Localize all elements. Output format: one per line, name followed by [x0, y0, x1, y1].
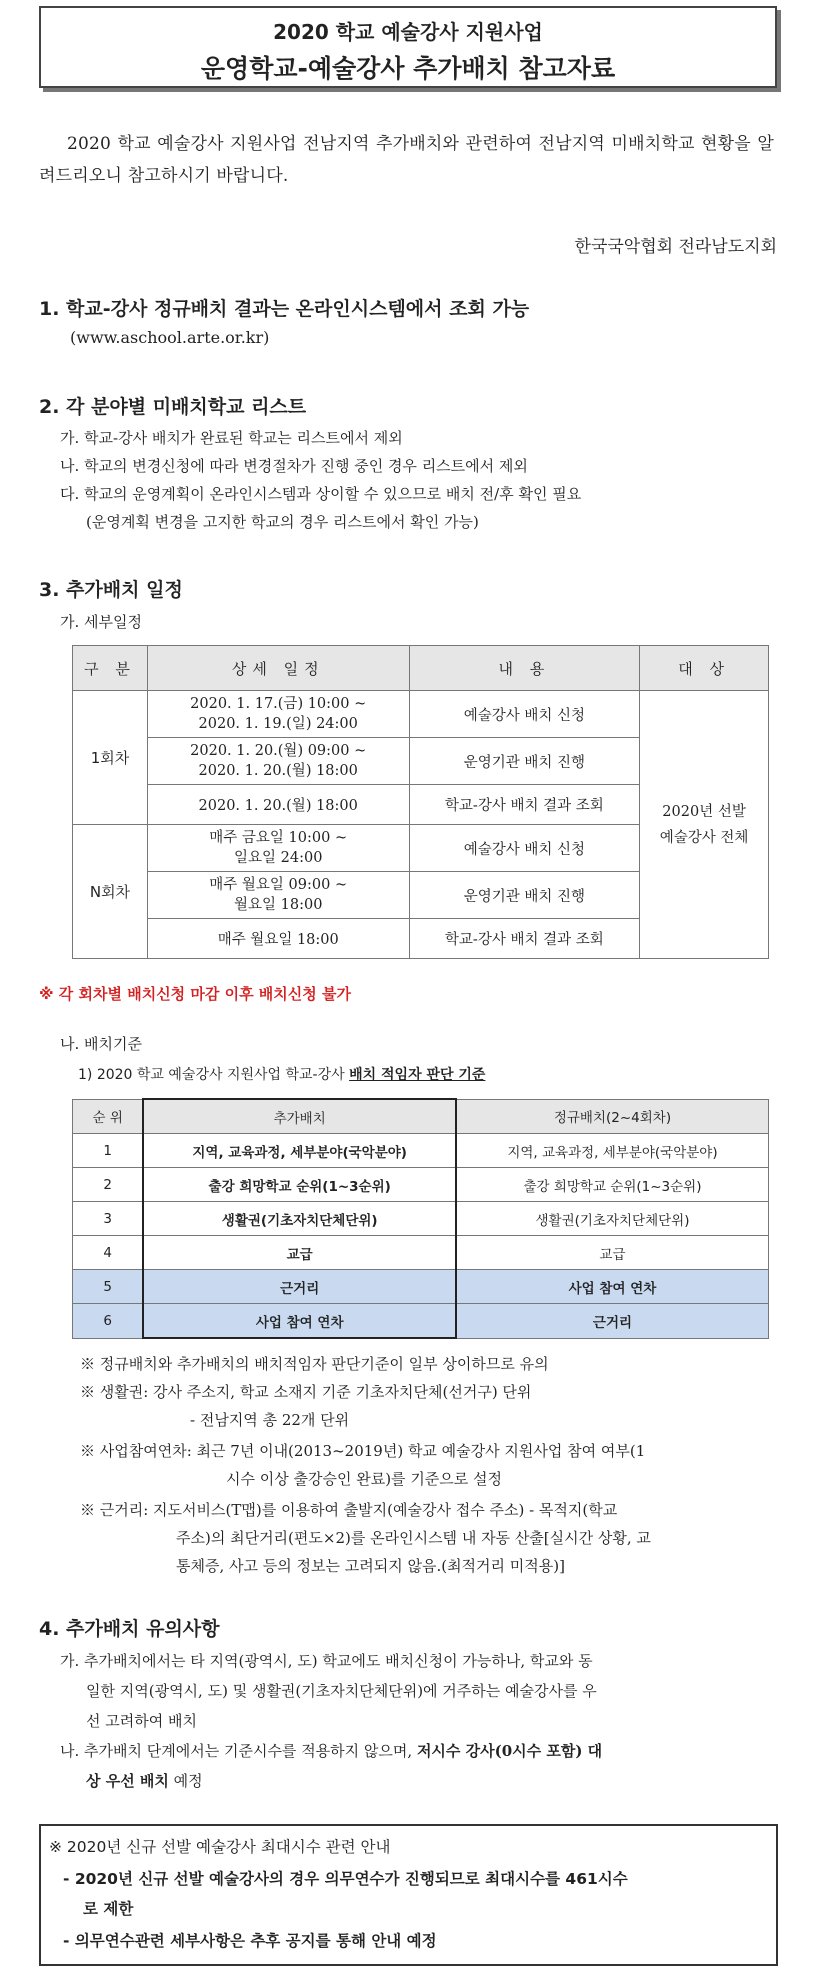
criteria-add: 지역, 교육과정, 세부분야(국악분야)	[143, 1134, 456, 1168]
criteria-add: 교급	[143, 1236, 456, 1270]
section4-line-b-text: 나. 추가배치 단계에서는 기준시수를 적용하지 않으며,	[60, 1742, 417, 1760]
schedule-date-line: 일요일 24:00	[234, 850, 323, 866]
schedule-date	[147, 825, 409, 872]
target-line1: 2020년 선발	[662, 803, 746, 820]
org-name: 한국국악협회 전라남도지회	[574, 237, 777, 257]
note-3: ※ 사업참여연차: 최근 7년 이내(2013~2019년) 학교 예술강사 지원사업 참여 여부(1	[80, 1442, 646, 1460]
intro	[39, 128, 774, 192]
criteria-rank: 2	[73, 1168, 144, 1202]
criteria-add: 근거리	[143, 1270, 456, 1304]
criteria-title-prefix: 1) 2020 학교 예술강사 지원사업 학교-강사	[78, 1067, 350, 1083]
title-line2: 운영학교-예술강사 추가배치 참고자료	[200, 54, 616, 83]
schedule-date: 매주 월요일 18:00	[147, 919, 409, 959]
criteria-rank: 6	[73, 1304, 144, 1339]
criteria-add: 출강 희망학교 순위(1~3순위)	[143, 1168, 456, 1202]
section2-item-c-note: (운영계획 변경을 고지한 학교의 경우 리스트에서 확인 가능)	[86, 513, 479, 531]
section4-line-b2	[86, 1767, 203, 1795]
section2-item-b: 나. 학교의 변경신청에 따라 변경절차가 진행 중인 경우 리스트에서 제외	[60, 457, 528, 475]
schedule-date-line: 월요일 18:00	[234, 897, 323, 913]
schedule-date	[147, 872, 409, 919]
section4-line: 가. 추가배치에서는 타 지역(광역시, 도) 학교에도 배치신청이 가능하나, 학교와 동	[60, 1652, 593, 1670]
criteria-row	[73, 1236, 769, 1270]
criteria-rank: 5	[73, 1270, 144, 1304]
schedule-date-line: 매주 월요일 09:00 ~	[209, 877, 348, 893]
note-4-cont: 주소)의 최단거리(편도×2)를 온라인시스템 내 자동 산출[실시간 상황, 교	[176, 1529, 651, 1547]
target-line2: 예술강사 전체	[659, 829, 749, 846]
notice-box	[39, 1824, 778, 1966]
note-4: ※ 근거리: 지도서비스(T맵)를 이용하여 출발지(예술강사 접수 주소) - 목적지(학교	[80, 1501, 618, 1519]
schedule-date-line: 2020. 1. 20.(월) 18:00	[198, 763, 358, 779]
deadline-warning: ※ 각 회차별 배치신청 마감 이후 배치신청 불가	[39, 985, 351, 1003]
schedule-table	[72, 645, 769, 959]
section4-line-b	[60, 1737, 602, 1765]
criteria-rank: 4	[73, 1236, 144, 1270]
note-4-cont2: 통체증, 사고 등의 정보는 고려되지 않음.(최적거리 미적용)]	[176, 1557, 565, 1575]
criteria-reg: 근거리	[456, 1304, 769, 1339]
criteria-table	[72, 1098, 769, 1339]
title-box	[39, 6, 777, 88]
note-2: ※ 생활권: 강사 주소지, 학교 소재지 기준 기초자치단체(선거구) 단위	[80, 1383, 532, 1401]
section2-item-c: 다. 학교의 운영계획이 온라인시스템과 상이할 수 있으므로 배치 전/후 확인 필요	[60, 485, 582, 503]
notice-line1: - 2020년 신규 선발 예술강사의 경우 의무연수가 진행되므로 최대시수를 461시수	[63, 1870, 628, 1888]
criteria-header: 순 위	[73, 1099, 144, 1134]
round-n: N회차	[73, 825, 148, 959]
schedule-content: 학교-강사 배치 결과 조회	[409, 785, 640, 825]
criteria-header: 추가배치	[143, 1099, 456, 1134]
section3-sub-b: 나. 배치기준	[60, 1035, 142, 1053]
schedule-header: 내 용	[409, 646, 640, 691]
criteria-reg: 교급	[456, 1236, 769, 1270]
schedule-content: 학교-강사 배치 결과 조회	[409, 919, 640, 959]
schedule-date-line: 2020. 1. 19.(일) 24:00	[198, 716, 358, 732]
section1-url: (www.aschool.arte.or.kr)	[70, 328, 270, 347]
criteria-reg: 지역, 교육과정, 세부분야(국악분야)	[456, 1134, 769, 1168]
section4-line: 일한 지역(광역시, 도) 및 생활권(기초자치단체단위)에 거주하는 예술강사를 우	[86, 1682, 597, 1700]
section4-heading: 4. 추가배치 유의사항	[39, 1618, 220, 1640]
schedule-date-line: 매주 금요일 10:00 ~	[209, 830, 348, 846]
section4-line-b2-text: 예정	[168, 1772, 203, 1790]
notice-line3: - 의무연수관련 세부사항은 추후 공지를 통해 안내 예정	[63, 1932, 437, 1950]
schedule-header: 대 상	[640, 646, 769, 691]
section3-sub-a: 가. 세부일정	[60, 613, 142, 631]
schedule-date	[147, 738, 409, 785]
note-2-sub: - 전남지역 총 22개 단위	[190, 1411, 350, 1429]
note-1: ※ 정규배치와 추가배치의 배치적임자 판단기준이 일부 상이하므로 유의	[80, 1355, 549, 1373]
criteria-row-highlight	[73, 1304, 769, 1339]
notice-title: ※ 2020년 신규 선발 예술강사 최대시수 관련 안내	[49, 1838, 391, 1856]
schedule-target	[640, 691, 769, 959]
schedule-date	[147, 691, 409, 738]
criteria-rank: 3	[73, 1202, 144, 1236]
criteria-reg: 사업 참여 연차	[456, 1270, 769, 1304]
schedule-content: 운영기관 배치 진행	[409, 872, 640, 919]
schedule-content: 예술강사 배치 신청	[409, 691, 640, 738]
section2-heading: 2. 각 분야별 미배치학교 리스트	[39, 396, 307, 418]
section4-line: 선 고려하여 배치	[86, 1712, 197, 1730]
schedule-header-row	[73, 646, 769, 691]
criteria-row	[73, 1168, 769, 1202]
criteria-row	[73, 1134, 769, 1168]
intro-text: 2020 학교 예술강사 지원사업 전남지역 추가배치와 관련하여 전남지역 미배치학교 현황을 알려드리오니 참고하시기 바랍니다.	[39, 134, 774, 186]
title-line1: 2020 학교 예술강사 지원사업	[273, 20, 543, 44]
criteria-rank: 1	[73, 1134, 144, 1168]
section3-heading: 3. 추가배치 일정	[39, 579, 183, 601]
criteria-title	[78, 1064, 485, 1084]
section4-line-b2-bold: 상 우선 배치	[86, 1772, 169, 1790]
schedule-header: 구 분	[73, 646, 148, 691]
schedule-date-line: 2020. 1. 17.(금) 10:00 ~	[190, 696, 367, 712]
criteria-row-highlight	[73, 1270, 769, 1304]
schedule-header: 상세 일정	[147, 646, 409, 691]
criteria-add: 사업 참여 연차	[143, 1304, 456, 1339]
note-3-cont: 시수 이상 출강승인 완료)를 기준으로 설정	[226, 1470, 503, 1488]
section4-line-b-bold: 저시수 강사(0시수 포함) 대	[416, 1742, 603, 1760]
schedule-date: 2020. 1. 20.(월) 18:00	[147, 785, 409, 825]
schedule-content: 운영기관 배치 진행	[409, 738, 640, 785]
section2-item-a: 가. 학교-강사 배치가 완료된 학교는 리스트에서 제외	[60, 429, 403, 447]
criteria-row	[73, 1202, 769, 1236]
criteria-reg: 생활권(기초자치단체단위)	[456, 1202, 769, 1236]
notice-line2: 로 제한	[83, 1900, 134, 1918]
schedule-content: 예술강사 배치 신청	[409, 825, 640, 872]
section1-heading: 1. 학교-강사 정규배치 결과는 온라인시스템에서 조회 가능	[39, 298, 530, 320]
round-1: 1회차	[73, 691, 148, 825]
criteria-title-emphasis: 배치 적임자 판단 기준	[349, 1067, 486, 1083]
schedule-row	[73, 691, 769, 738]
criteria-add: 생활권(기초자치단체단위)	[143, 1202, 456, 1236]
criteria-reg: 출강 희망학교 순위(1~3순위)	[456, 1168, 769, 1202]
criteria-header-row	[73, 1099, 769, 1134]
criteria-header: 정규배치(2~4회차)	[456, 1099, 769, 1134]
schedule-date-line: 2020. 1. 20.(월) 09:00 ~	[190, 743, 367, 759]
